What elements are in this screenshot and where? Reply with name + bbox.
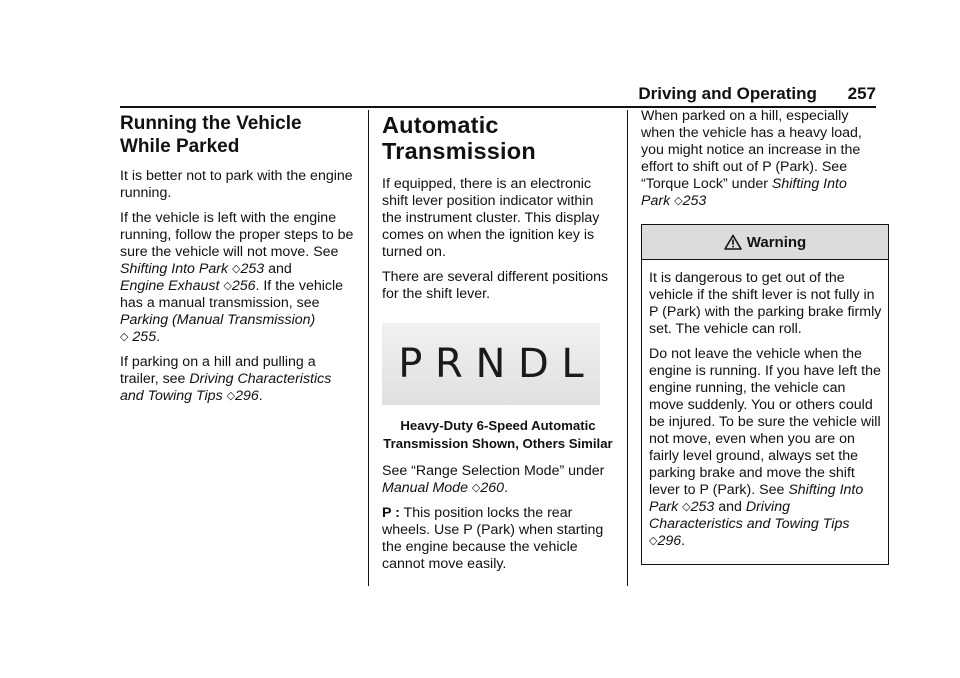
page-ref-icon: ◇: [471, 482, 481, 494]
warning-body: [642, 260, 888, 564]
page-ref[interactable]: 253: [240, 261, 265, 277]
column-divider-1: [368, 110, 369, 586]
page-ref-icon: ◇: [232, 263, 241, 275]
section-title: Driving and Operating: [638, 84, 817, 103]
page-ref-icon: ◇: [682, 501, 691, 513]
paragraph: When parked on a hill, especially when the vehicle has a heavy load, you might notice an increase in the effort to shift out of P (Park). See “Torque Lock” under Shifting Into Park ◇253: [641, 108, 862, 209]
link-shifting-into-park[interactable]: Shifting Into Park: [641, 176, 847, 209]
paragraph: If equipped, there is an electronic shift lever position indicator within the instrument cluster. This display comes on when the ignition key is turned on.: [382, 176, 600, 260]
page-header: [120, 84, 876, 106]
paragraph: See “Range Selection Mode” under Manual Mode ◇260.: [382, 463, 605, 496]
link-engine-exhaust[interactable]: Engine Exhaust: [120, 278, 220, 294]
page-ref-icon: ◇: [120, 331, 129, 343]
link-driving-characteristics[interactable]: Driving Characteristics and Towing Tips: [120, 371, 332, 404]
paragraph: It is better not to park with the engine running.: [120, 168, 353, 201]
warning-header: [642, 225, 888, 260]
page-ref[interactable]: 296: [657, 533, 682, 549]
heading-automatic-transmission: Automatic Transmission: [382, 112, 536, 164]
column-divider-2: [627, 110, 628, 586]
link-parking-manual-transmission[interactable]: Parking (Manual Transmission): [120, 312, 316, 328]
page-ref[interactable]: 253: [690, 499, 715, 515]
column-2: [382, 108, 614, 581]
indicator-letter-n: N: [475, 341, 506, 387]
page-ref-icon: ◇: [649, 535, 658, 547]
link-shifting-into-park[interactable]: Shifting Into Park: [120, 261, 229, 277]
heading-running-vehicle-parked: Running the Vehicle While Parked: [120, 113, 302, 157]
shift-position-indicator-image: [382, 323, 600, 405]
page-ref[interactable]: 296: [235, 388, 259, 404]
paragraph: If parking on a hill and pulling a trailer, see Driving Characteristics and Towing Tips ◇296.: [120, 354, 332, 404]
indicator-letter-l: L: [561, 341, 584, 387]
warning-box: [641, 224, 889, 565]
page-ref-icon: ◇: [226, 390, 236, 402]
indicator-letter-r: R: [435, 341, 463, 387]
link-manual-mode[interactable]: Manual Mode: [382, 480, 468, 496]
link-driving-characteristics[interactable]: Driving Characteristics and Towing Tips: [649, 499, 850, 532]
warning-title: Warning: [746, 233, 807, 251]
link-shifting-into-park[interactable]: Shifting Into Park: [649, 482, 864, 515]
paragraph: Do not leave the vehicle when the engine is running. If you have left the engine running, the vehicle can move suddenly. You or others could be injured. To be sure the vehicle will not move, even when you are on fairly level ground, always set the parking brake and move the shift lever to P (Park). See Shifting Into Park ◇253 and Driving Characteristics and Towing Tips ◇296.: [649, 346, 881, 549]
paragraph: If the vehicle is left with the engine running, follow the proper steps to be sure the vehicle will not move. See Shifting Into Park ◇253 and Engine Exhaust ◇256. If the vehicle has a manual transmission, see Parking (Manual Transmission) ◇ 255.: [120, 210, 354, 345]
indicator-letter-p: P: [398, 341, 423, 387]
column-1: [120, 108, 356, 413]
page-ref[interactable]: 260: [480, 480, 505, 496]
page-ref[interactable]: 253: [682, 193, 707, 209]
page-ref[interactable]: 256: [231, 278, 256, 294]
page-ref-icon: ◇: [674, 195, 683, 207]
page-number: 257: [847, 84, 876, 103]
position-label: P :: [382, 505, 400, 521]
paragraph: It is dangerous to get out of the vehicle if the shift lever is not fully in P (Park) with the parking brake firmly set. The vehicle can roll.: [649, 270, 882, 337]
page-ref[interactable]: 255: [132, 329, 157, 345]
paragraph: P : This position locks the rear wheels. Use P (Park) when starting the engine because the vehicle cannot move easily.: [382, 505, 604, 572]
column-3: [641, 108, 882, 565]
figure-caption: Heavy-Duty 6-Speed Automatic Transmission Shown, Others Similar: [383, 418, 613, 451]
paragraph: There are several different positions for the shift lever.: [382, 269, 609, 302]
warning-icon: [724, 234, 742, 250]
page-ref-icon: ◇: [223, 280, 232, 292]
indicator-letter-d: D: [517, 341, 549, 387]
